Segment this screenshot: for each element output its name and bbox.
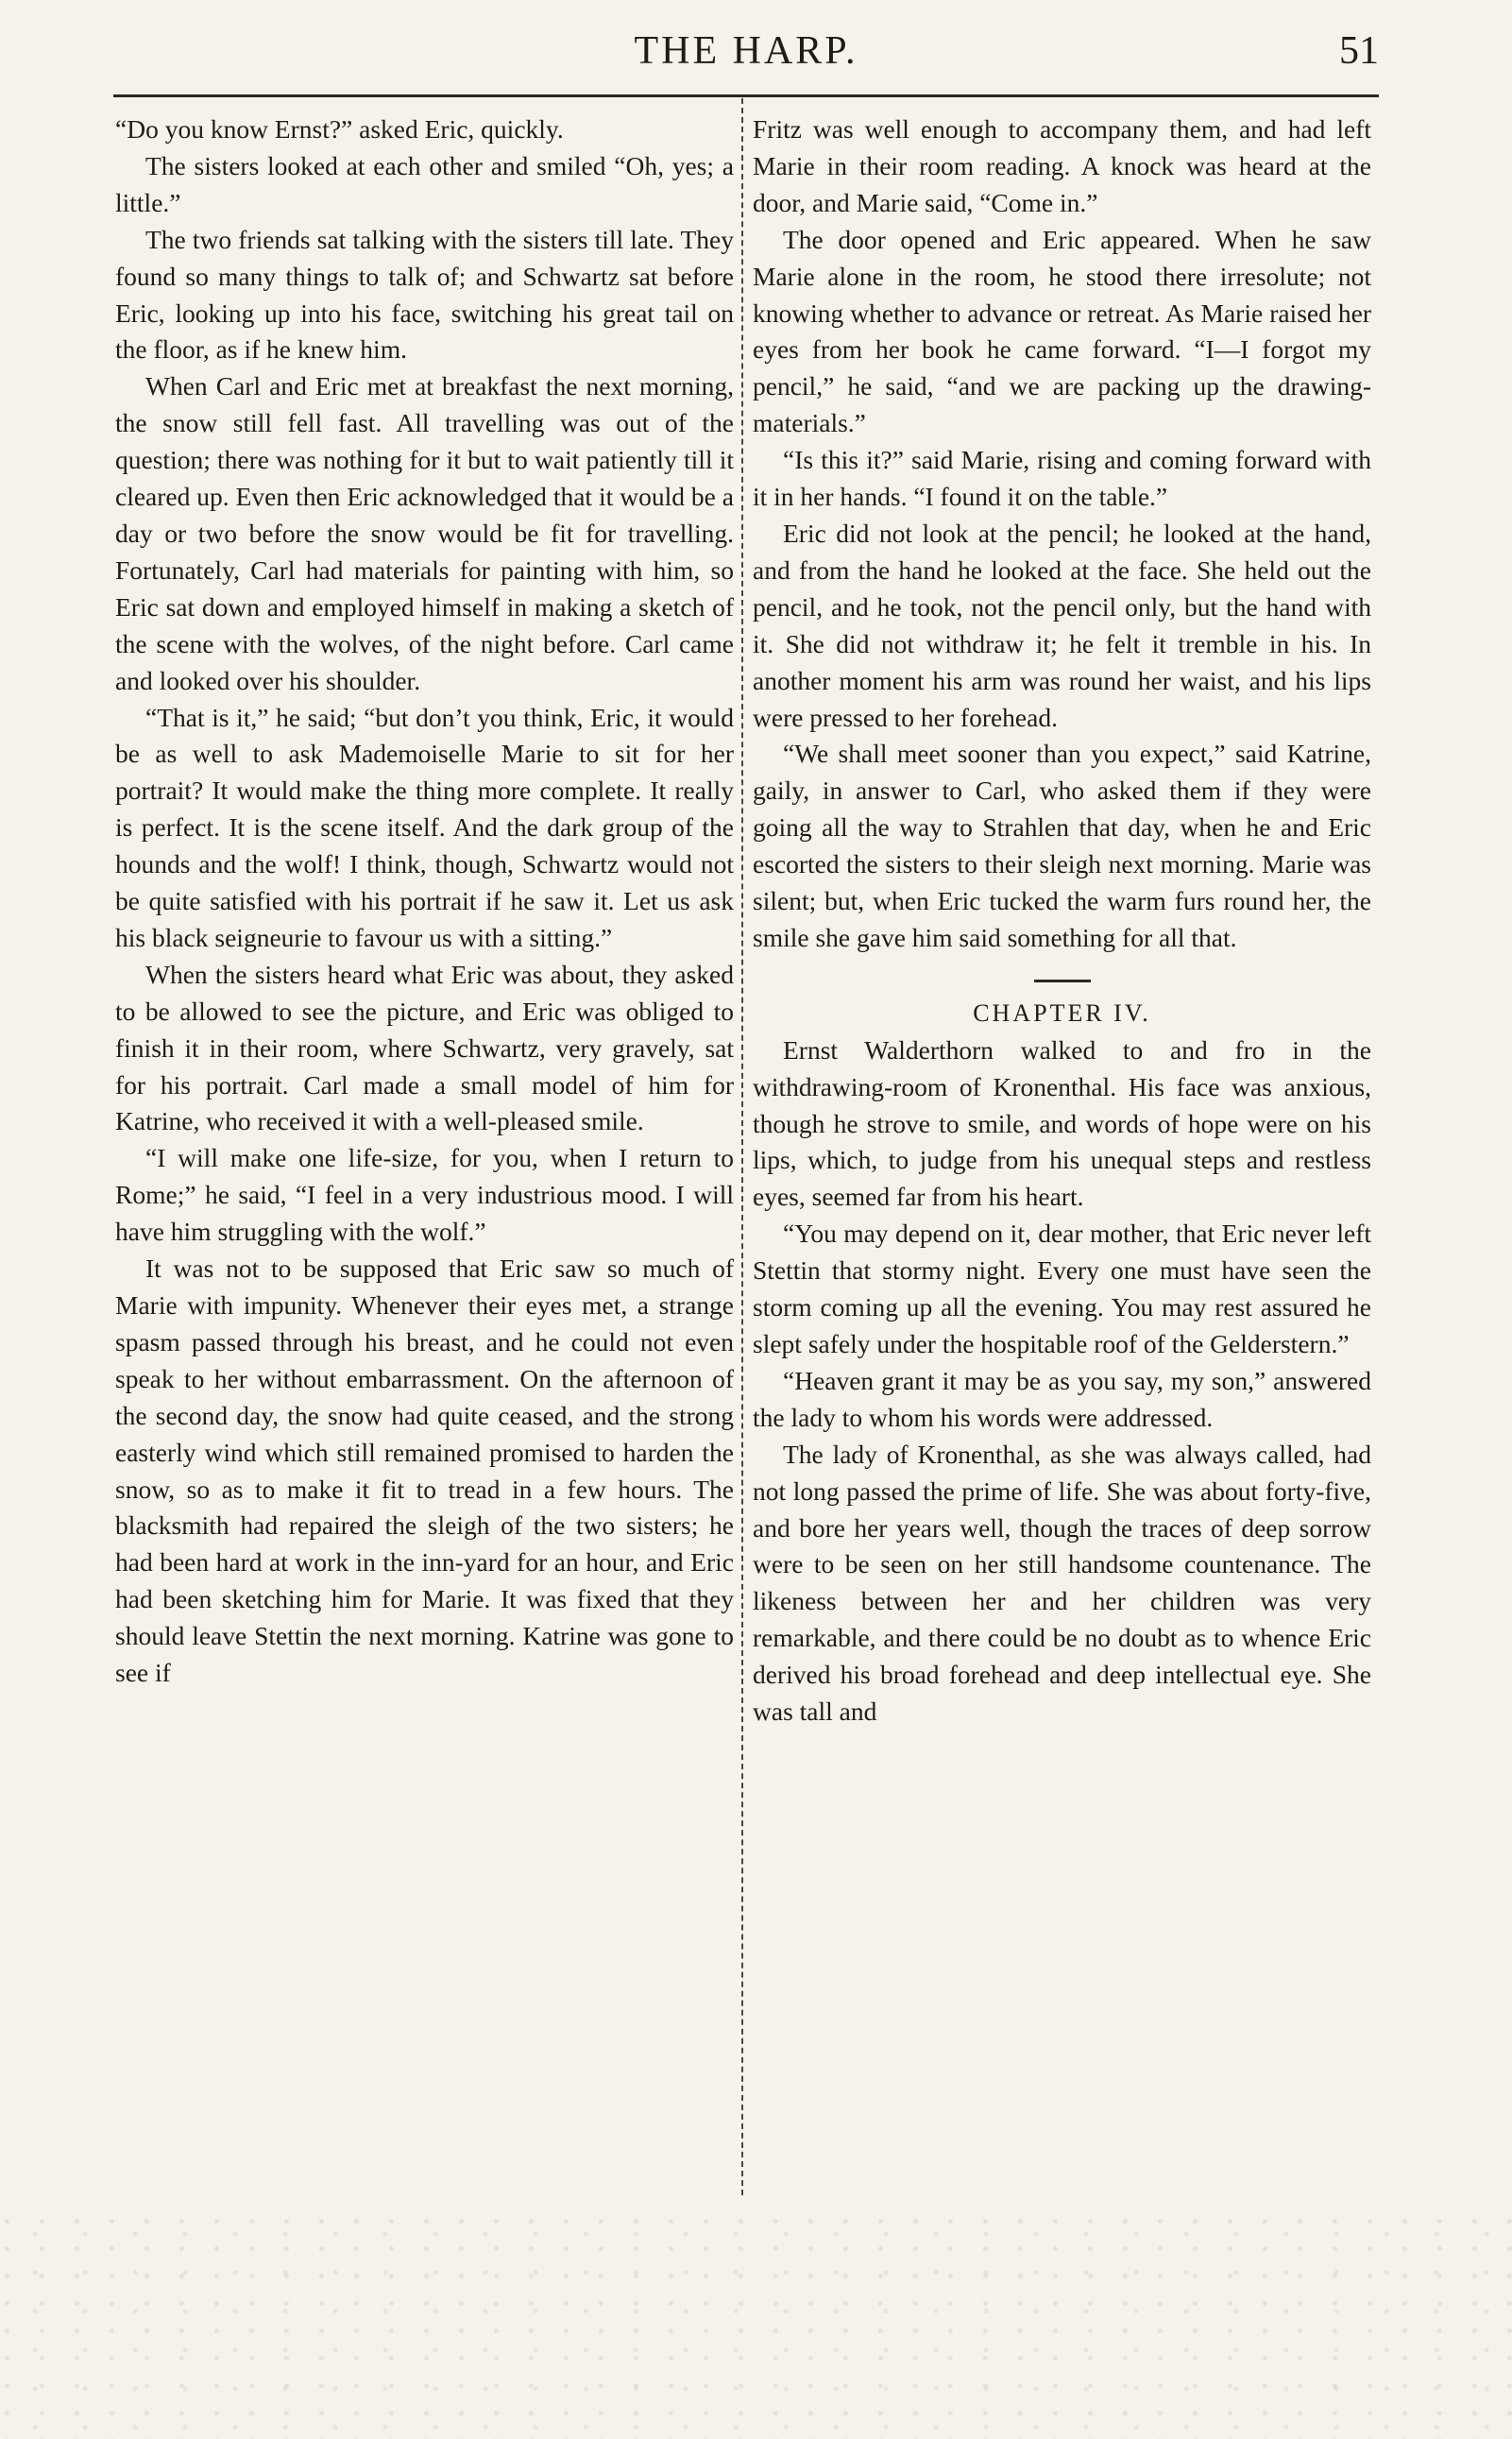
header-rule bbox=[113, 94, 1379, 97]
column-divider bbox=[741, 98, 743, 2195]
publication-title: THE HARP. bbox=[634, 29, 858, 73]
paragraph: The door opened and Eric appeared. When he saw Marie alone in the room, he stood there irresolute; not knowing whether to advance or retreat. As Marie raised her eyes from her book he came forward. “I—I forgot my pencil,” he said, “and we are packing up the drawing-materials.” bbox=[753, 224, 1371, 438]
paragraph: It was not to be supposed that Eric saw so much of Marie with impunity. Whenever their eyes met, a strange spasm passed through his breast, and he could not even speak to her without embarrassment. On the afternoon of the second day, the snow had quite ceased, and the strong easterly wind which still remained promised to harden the snow, so as to make it fit to tread in a few hours. The blacksmith had repaired the sleigh of the two sisters; he had been hard at work in the inn-yard for an hour, and Eric had been sketching him for Marie. It was fixed that they should leave Stettin the next morning. Katrine was gone to see if bbox=[115, 1254, 734, 1688]
paragraph: “We shall meet sooner than you expect,” said Katrine, gaily, in answer to Carl, who asked them if they were going all the way to Strahlen that day, when he and Eric escorted the sisters to their sleigh next morning. Marie was silent; but, when Eric tucked the warm furs round her, the smile she gave him said something for all that. bbox=[753, 739, 1371, 952]
paragraph: When the sisters heard what Eric was about, they asked to be allowed to see the picture, and Eric was obliged to finish it in their room, where Schwartz, very gravely, sat for his portrait. Carl made a small model of him for Katrine, who received it with a well-pleased smile. bbox=[115, 959, 734, 1136]
paragraph: The two friends sat talking with the sisters till late. They found so many things to talk of; and Schwartz sat before Eric, looking up into his face, switching his great tail on the floor, as if he knew him. bbox=[115, 224, 734, 365]
paragraph: When Carl and Eric met at breakfast the next morning, the snow still fell fast. All travelling was out of the question; there was nothing for it but to wait patiently till it cleared up. Even then Eric acknowledged that it would be a day or two before the snow would be fit for travelling. Fortunately, Carl had materials for painting with him, so Eric sat down and employed himself in making a sketch of the scene with the wolves, of the night before. Carl came and looked over his shoulder. bbox=[115, 371, 734, 695]
chapter-heading: CHAPTER IV. bbox=[973, 998, 1151, 1027]
page-header bbox=[113, 28, 1379, 85]
paragraph: “Heaven grant it may be as you say, my son,” answered the lady to whom his words were addressed. bbox=[753, 1365, 1371, 1432]
left-column bbox=[115, 111, 734, 1692]
right-column bbox=[753, 111, 1371, 1731]
paragraph: “You may depend on it, dear mother, that Eric never left Stettin that stormy night. Every one must have seen the storm coming up all the evening. You may rest assured he slept safely under the hospitable roof of the Gelderstern.” bbox=[753, 1219, 1371, 1358]
page-number: 51 bbox=[1339, 29, 1379, 73]
chapter-separator-rule bbox=[1034, 980, 1091, 982]
paper-texture bbox=[0, 2210, 1512, 2439]
paragraph: “Is this it?” said Marie, rising and coming forward with it in her hands. “I found it on the table.” bbox=[753, 445, 1371, 512]
paragraph: “I will make one life-size, for you, when I return to Rome;” he said, “I feel in a very industrious mood. I will have him struggling with the wolf.” bbox=[115, 1143, 734, 1247]
paragraph: Fritz was well enough to accompany them, and had left Marie in their room reading. A knock was heard at the door, and Marie said, “Come in.” bbox=[753, 114, 1371, 217]
paragraph: The sisters looked at each other and smiled “Oh, yes; a little.” bbox=[115, 150, 734, 217]
paragraph: “Do you know Ernst?” asked Eric, quickly. bbox=[115, 114, 564, 144]
paragraph: “That is it,” he said; “but don’t you think, Eric, it would be as well to ask Mademoiselle Marie to sit for her portrait? It would make the thing more complete. It really is perfect. It is the scene itself. And the dark group of the hounds and the wolf! I think, though, Schwartz would not be quite satisfied with his portrait if he saw it. Let us ask his black seigneurie to favour us with a sitting.” bbox=[115, 702, 734, 952]
paragraph: Eric did not look at the pencil; he looked at the hand, and from the hand he looked at the face. She held out the pencil, and he took, not the pencil only, but the hand with it. She did not withdraw it; he felt it tremble in his. In another moment his arm was round her waist, and his lips were pressed to her forehead. bbox=[753, 518, 1371, 732]
paragraph: The lady of Kronenthal, as she was always called, had not long passed the prime of life. She was about forty-five, and bore her years well, though the traces of deep sorrow were to be seen on her still handsome countenance. The likeness between her and her children was very remarkable, and there could be no doubt as to whence Eric derived his broad forehead and deep intellectual eye. She was tall and bbox=[753, 1439, 1371, 1727]
paragraph: Ernst Walderthorn walked to and fro in the withdrawing-room of Kronenthal. His face was anxious, though he strove to smile, and words of hope were on his lips, which, to judge from his unequal steps and restless eyes, seemed far from his heart. bbox=[753, 1034, 1371, 1212]
